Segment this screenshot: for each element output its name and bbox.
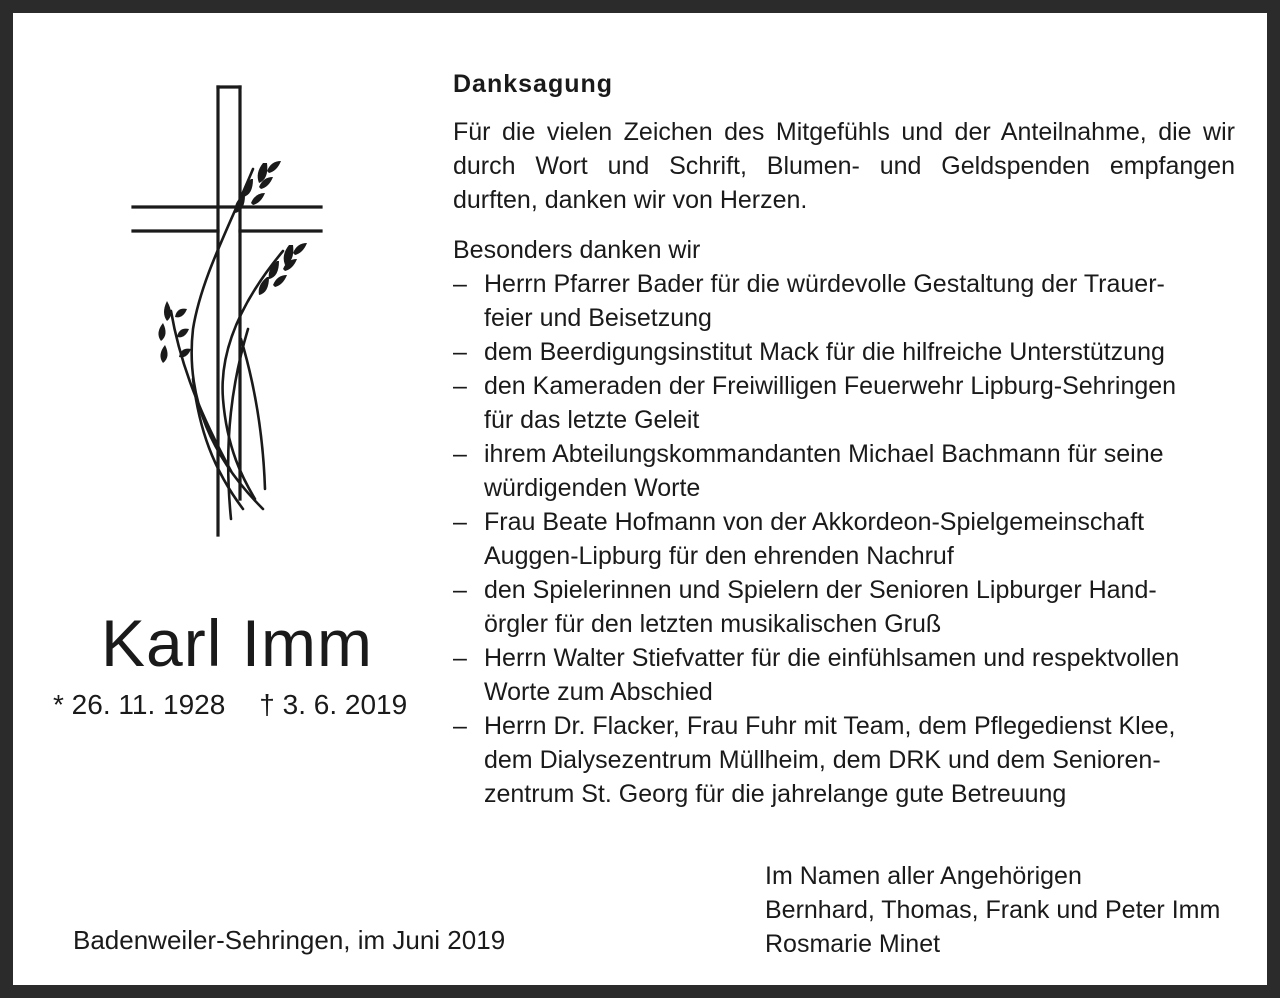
list-item-line: den Kameraden der Freiwilligen Feuerwehr Lipburg-Sehringen: [484, 372, 1177, 400]
list-item: [453, 369, 1235, 437]
list-item: [453, 267, 1235, 335]
list-item-line: Herrn Walter Stiefvatter für die einfühlsamen und respektvollen: [484, 644, 1180, 672]
list-item: [453, 573, 1235, 641]
thanks-text: [453, 67, 1235, 811]
list-item-line: Worte zum Abschied: [484, 678, 713, 706]
list-item-line: zentrum St. Georg für die jahrelange gute Betreuung: [484, 780, 1067, 808]
life-dates: [53, 689, 407, 721]
list-item-line: Herrn Pfarrer Bader für die würdevolle Gestaltung der Trauer-: [484, 270, 1165, 298]
dash-bullet: –: [453, 372, 467, 400]
list-item-line: Auggen-Lipburg für den ehrenden Nachruf: [484, 542, 954, 570]
death-date: † 3. 6. 2019: [259, 689, 408, 720]
dash-bullet: –: [453, 508, 467, 536]
list-item: [453, 505, 1235, 573]
dash-bullet: –: [453, 644, 467, 672]
cross-with-wheat-icon: [123, 79, 338, 541]
signature-block: [765, 859, 1220, 961]
notice-heading: Danksagung: [453, 70, 614, 98]
birth-date: * 26. 11. 1928: [53, 689, 226, 720]
list-item-line: für das letzte Geleit: [484, 406, 700, 434]
list-item-line: dem Dialysezentrum Müllheim, dem DRK und dem Senioren-: [484, 746, 1161, 774]
thanks-list: [453, 267, 1235, 811]
list-item-line: ihrem Abteilungskommandanten Michael Bachmann für seine: [484, 440, 1164, 468]
notice-lead: Besonders danken wir: [453, 236, 701, 264]
list-item-line: feier und Beisetzung: [484, 304, 712, 332]
list-item: [453, 335, 1235, 369]
signature-names: Bernhard, Thomas, Frank und Peter Imm: [765, 896, 1221, 924]
notice-intro: Für die vielen Zeichen des Mitgefühls und der Anteilnahme, die wir durch Wort und Schrift, Blumen- und Geldspenden empfangen durften, danken wir von Herzen.: [453, 118, 1235, 214]
dash-bullet: –: [453, 576, 467, 604]
dash-bullet: –: [453, 338, 467, 366]
signature-names: Rosmarie Minet: [765, 930, 941, 958]
list-item-line: den Spielerinnen und Spielern der Senioren Lipburger Hand-: [484, 576, 1157, 604]
list-item-line: örgler für den letzten musikalischen Gruß: [484, 610, 942, 638]
dash-bullet: –: [453, 270, 467, 298]
dash-bullet: –: [453, 712, 467, 740]
list-item: [453, 709, 1235, 811]
list-item: [453, 641, 1235, 709]
list-item-line: dem Beerdigungsinstitut Mack für die hilfreiche Unterstützung: [484, 338, 1165, 366]
list-item-line: Herrn Dr. Flacker, Frau Fuhr mit Team, dem Pflegedienst Klee,: [484, 712, 1176, 740]
dash-bullet: –: [453, 440, 467, 468]
list-item-line: Frau Beate Hofmann von der Akkordeon-Spielgemeinschaft: [484, 508, 1145, 536]
signature-line: Im Namen aller Angehörigen: [765, 862, 1082, 890]
place-and-date: Badenweiler-Sehringen, im Juni 2019: [73, 925, 506, 955]
list-item: [453, 437, 1235, 505]
list-item-line: würdigenden Worte: [484, 474, 701, 502]
deceased-name: Karl Imm: [101, 606, 373, 680]
